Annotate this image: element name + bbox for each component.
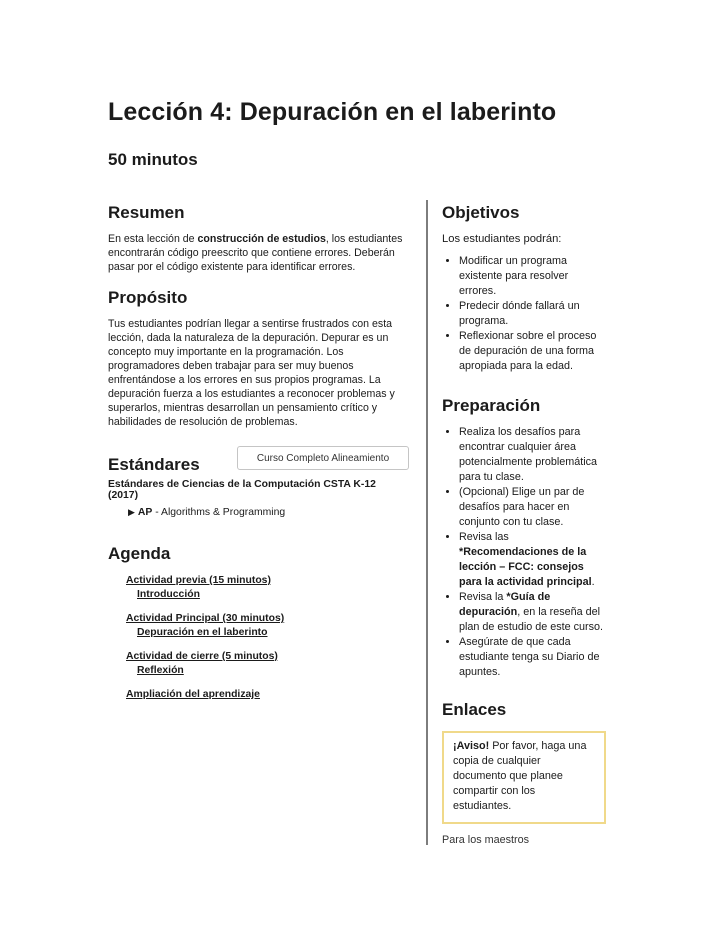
preparation-item [459,530,607,590]
summary-text-bold: construcción de estudios [197,233,326,245]
purpose-section [108,288,408,429]
preparation-item [459,590,607,635]
purpose-text: Tus estudiantes podrían llegar a sentirse frustrados con esta lección, dada la naturaleza de la depuración. Depurar es un concepto muy importante en la programación. Los programadores deben trabajar para ser muy buenos enfrentándose a los errores en sus propios programas. La depuración fuerza a los estudiantes a reconocer problemas y superarlos, mientras desarrollan un pensamiento crítico y habilidades de resolución de problemas. [108,318,395,428]
links-heading: Enlaces [442,700,507,719]
preparation-item-text: , en la reseña del plan de estudio de este curso. [459,606,604,633]
objectives-section [442,203,607,374]
standard-label: - Algorithms & Programming [152,507,286,518]
preparation-item: • (Opcional) Elige un par de desafíos para hacer en conjunto con tu clase. [459,485,607,530]
agenda-link-main-activity[interactable]: Actividad Principal (30 minutos) [126,613,285,624]
full-course-alignment-button[interactable]: Curso Completo Alineamiento [237,446,409,470]
summary-text-start: En esta lección de [108,233,198,245]
right-column [442,203,607,846]
preparation-item-bold: *Recomendaciones de la lección – FCC: consejos para la actividad principal [459,546,592,588]
summary-text [108,232,408,274]
preparation-item: • Asegúrate de que cada estudiante tenga su Diario de apuntes. [459,635,607,680]
agenda-link-reflection[interactable]: Reflexión [137,665,184,676]
agenda-link-extended-learning[interactable]: Ampliación del aprendizaje [126,689,260,700]
purpose-heading: Propósito [108,288,188,307]
summary-heading: Resumen [108,203,185,222]
preparation-item-text: Revisa las [459,531,509,543]
preparation-item-bold: *Guía de depuración [459,591,551,618]
agenda-heading: Agenda [108,544,171,563]
agenda-group [108,574,408,602]
standards-header [108,446,408,476]
agenda-link-introduction[interactable]: Introducción [137,589,200,600]
objective-item: • Predecir dónde fallará un programa. [459,299,607,329]
objective-item: • Modificar un programa existente para resolver errores. [459,254,607,299]
standards-framework: Estándares de Ciencias de la Computación CSTA K-12 (2017) [108,479,376,501]
summary-section [108,203,408,274]
links-section [442,700,607,846]
agenda-group [108,650,408,678]
standard-item-ap[interactable] [128,507,408,518]
agenda-link-wrapup[interactable]: Actividad de cierre (5 minutos) [126,651,278,662]
agenda-link-maze-debugging[interactable]: Depuración en el laberinto [137,627,268,638]
preparation-list [442,425,607,680]
preparation-item: • Realiza los desafíos para encontrar cualquier área potencialmente problemática para tu clase. [459,425,607,485]
warning-text: Por favor, haga una copia de cualquier documento que planee compartir con los estudiantes. [453,740,587,812]
agenda-group [108,688,408,702]
agenda-link-warmup[interactable]: Actividad previa (15 minutos) [126,575,271,586]
expand-triangle-icon[interactable]: ▶ [128,507,135,517]
standard-code: AP [137,507,153,518]
warning-label: ¡Aviso! [453,740,490,752]
objectives-intro: Los estudiantes podrán: [442,233,562,245]
standards-heading: Estándares [108,455,200,474]
preparation-item-text: Revisa la [459,591,507,603]
agenda-section [108,544,408,702]
preparation-section [442,396,607,680]
objectives-list [442,254,607,374]
lesson-duration: 50 minutos [108,150,198,169]
objectives-heading: Objetivos [442,203,520,222]
summary-text-end: , los estudiantes encontrarán código preescrito que contiene errores. Deberán pasar por el código existente para identificar errores. [108,233,403,273]
preparation-item-text: . [591,576,595,588]
cut-off-text: Para los maestros [442,834,530,846]
left-column [108,203,408,712]
copy-warning-box [442,731,606,824]
objective-item: • Reflexionar sobre el proceso de depuración de una forma apropiada para la edad. [459,329,607,374]
lesson-title: Lección 4: Depuración en el laberinto [108,98,557,126]
column-divider [426,200,428,845]
preparation-heading: Preparación [442,396,541,415]
agenda-group [108,612,408,640]
